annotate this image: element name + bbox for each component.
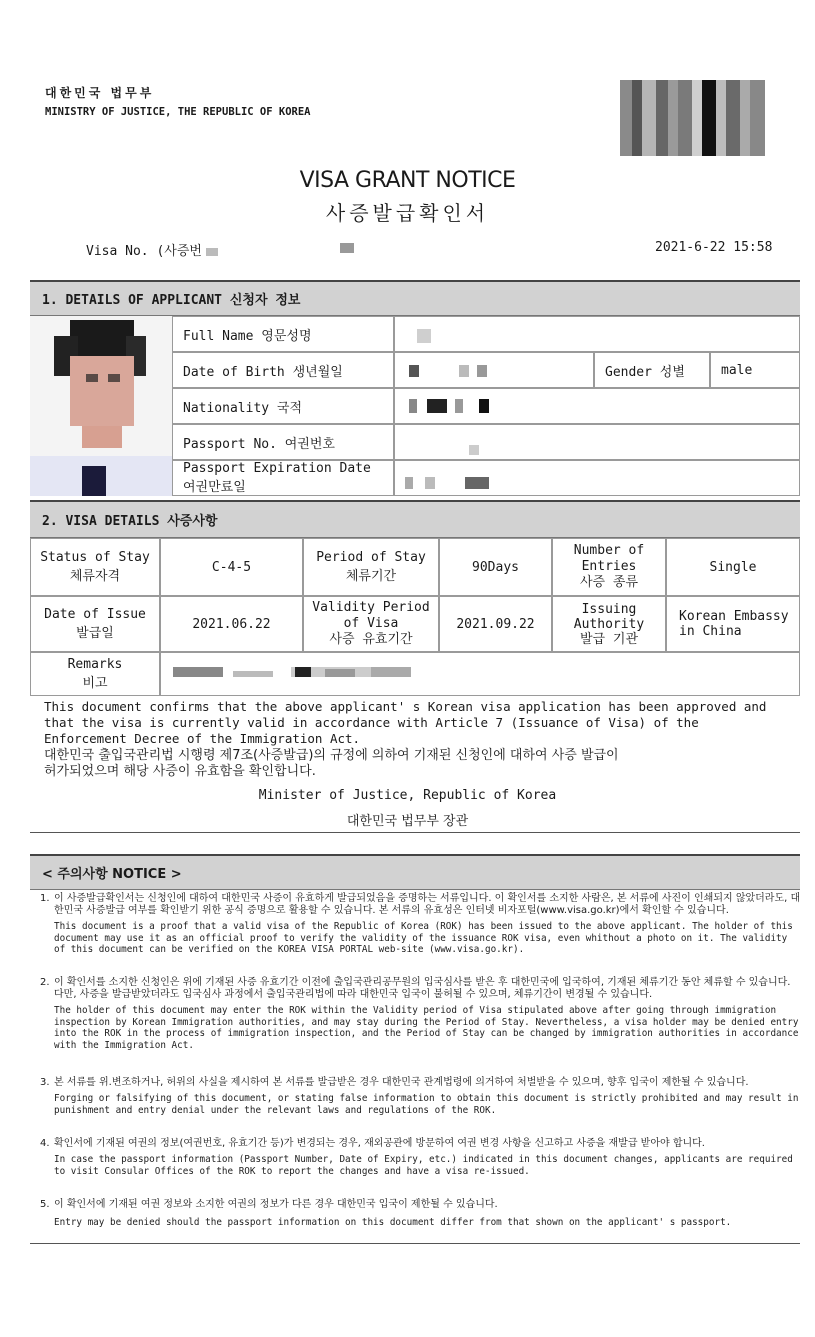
visa-section-header: 2. VISA DETAILS 사증사항 — [30, 500, 800, 538]
applicant-photo — [30, 316, 172, 496]
number-of-entries-value: Single — [666, 538, 800, 596]
number-of-entries-label-ko: 사증 종류 — [579, 575, 639, 590]
notice-item-number: 5. — [40, 1199, 50, 1210]
notice-item-korean: 이 확인서에 기재된 여권 정보와 소지한 여권의 정보가 다른 경우 대한민국 입국이 제한될 수 있습니다. — [54, 1199, 498, 1210]
signer-english: Minister of Justice, Republic of Korea — [258, 788, 557, 803]
status-of-stay-label-ko: 체류자격 — [69, 569, 121, 584]
period-of-stay-value: 90Days — [439, 538, 552, 596]
notice-item-number: 3. — [40, 1077, 50, 1088]
bottom-divider-line — [30, 1243, 800, 1244]
notice-item-3 — [40, 1077, 802, 1116]
issue-timestamp: 2021-6-22 15:58 — [655, 240, 773, 255]
validity-period-label-en2: of Visa — [343, 616, 399, 631]
notice-item-english: The holder of this document may enter the ROK within the Validity period of Visa stipulated above after going through immigration inspection by Korean Immigration authorities, and may stay during the Period of Stay. Nevertheless, a visa holder may be denied entry into the ROK in the process of immigration inspection, and the Period of Stay can be changed by immigration authorities in accordance with the Immigration Act. — [54, 1005, 799, 1051]
visa-number — [86, 240, 218, 259]
notice-section-header: < 주의사항 NOTICE > — [30, 854, 800, 890]
notice-item-1 — [40, 893, 802, 956]
redacted-visa-number — [206, 248, 218, 256]
document-title-english: VISA GRANT NOTICE — [299, 168, 516, 193]
confirmation-ko-line2: 허가되었으며 해당 사증이 유효함을 확인합니다. — [44, 764, 316, 779]
signer-korean: 대한민국 법무부 장관 — [346, 814, 469, 829]
issuing-authority-label — [552, 596, 666, 652]
full-name-value — [394, 316, 800, 352]
gender-value: male — [710, 352, 800, 388]
notice-item-english: Entry may be denied should the passport information on this document differ from that shown on the applicant' s passport. — [54, 1217, 732, 1228]
status-of-stay-value: C-4-5 — [160, 538, 303, 596]
confirmation-en-line1: This document confirms that the above applicant' s Korean visa application has been approved and — [44, 699, 767, 714]
ministry-name-english: MINISTRY OF JUSTICE, THE REPUBLIC OF KOREA — [45, 106, 311, 118]
notice-item-2 — [40, 977, 802, 1051]
notice-item-number: 4. — [40, 1138, 50, 1149]
remarks-label — [30, 652, 160, 696]
passport-expiration-value — [394, 460, 800, 496]
notice-item-number: 1. — [40, 893, 50, 904]
visa-number-label: Visa No. (사증번 — [86, 244, 202, 259]
divider-line — [30, 832, 800, 833]
notice-item-4 — [40, 1138, 802, 1177]
notice-item-korean: 본 서류를 위.변조하거나, 허위의 사실을 제시하여 본 서류를 발급받은 경우 대한민국 관계법령에 의거하여 처벌받을 수 있으며, 향후 입국이 제한될 수 있습니다. — [54, 1077, 749, 1088]
ministry-name-korean: 대한민국 법무부 — [45, 86, 155, 100]
date-of-issue-label — [30, 596, 160, 652]
passport-expiration-label-ko: 여권만료일 — [183, 480, 246, 495]
number-of-entries-label-en2: Entries — [581, 559, 637, 574]
issuing-authority-label-ko: 발급 기관 — [579, 631, 639, 647]
passport-expiration-label — [172, 460, 394, 496]
passport-number-value — [394, 424, 800, 460]
notice-item-english: In case the passport information (Passport Number, Date of Expiry, etc.) indicated in this document changes, applicants are required to visit Consular Offices of the ROK to report the changes and have a visa re-issued. — [54, 1154, 793, 1177]
remarks-label-en: Remarks — [67, 657, 123, 672]
confirmation-en-line2: that the visa is currently valid in accordance with Article 7 (Issuance of Visa) of the — [44, 715, 699, 730]
remarks-value — [160, 652, 800, 696]
number-of-entries-label — [552, 538, 666, 596]
validity-period-label-ko: 사증 유효기간 — [329, 632, 413, 647]
validity-period-label-en1: Validity Period — [312, 600, 430, 615]
number-of-entries-label-en1: Number of — [573, 543, 645, 558]
date-of-issue-label-en: Date of Issue — [44, 607, 146, 622]
nationality-label: Nationality 국적 — [172, 388, 394, 424]
issuing-authority-label-en1: Issuing — [581, 601, 637, 617]
confirmation-en-line3: Enforcement Decree of the Immigration Act. — [44, 731, 361, 746]
applicant-section-header: 1. DETAILS OF APPLICANT 신청자 정보 — [30, 280, 800, 316]
notice-item-number: 2. — [40, 977, 50, 988]
dob-label: Date of Birth 생년월일 — [172, 352, 394, 388]
confirmation-ko-line1: 대한민국 출입국관리법 시행령 제7조(사증발급)의 규정에 의하여 기재된 신청인에 대하여 사증 발급이 — [44, 748, 619, 763]
confirmation-text-korean — [44, 748, 804, 780]
date-of-issue-value: 2021.06.22 — [160, 596, 303, 652]
status-of-stay-label-en: Status of Stay — [40, 550, 150, 565]
notice-item-korean: 이 사증발급확인서는 신청인에 대하여 대한민국 사증이 유효하게 발급되었음을 증명하는 서류입니다. 이 확인서를 소지한 사람은, 본 서류에 사진이 인쇄되지 않았더라도, 대한민국 사증발급 여부를 확인받기 위한 공식 증명으로 활용할 수 있습니다. 본 서류의 유효성은 인터넷 비자포털(www.visa.go.kr)에서 확인할 수 있습니다. — [54, 893, 801, 916]
notice-item-korean: 이 확인서를 소지한 신청인은 위에 기재된 사증 유효기간 이전에 출입국관리공무원의 입국심사를 받은 후 대한민국에 입국하여, 기재된 체류기간 동안 체류할 수 있습니다. 다만, 사증을 발급받았더라도 입국심사 과정에서 출입국관리법에 따라 대한민국 입국이 불허될 수 있으며, 체류기간이 변경될 수 있습니다. — [54, 977, 791, 1000]
dob-value — [394, 352, 594, 388]
barcode-image — [620, 80, 765, 156]
period-of-stay-label-en: Period of Stay — [316, 550, 426, 565]
document-title-korean: 사증발급확인서 — [325, 201, 490, 225]
issuing-authority-label-en2: Authority — [573, 616, 645, 632]
full-name-label: Full Name 영문성명 — [172, 316, 394, 352]
status-of-stay-label — [30, 538, 160, 596]
gender-label: Gender 성별 — [594, 352, 710, 388]
validity-period-value: 2021.09.22 — [439, 596, 552, 652]
remarks-label-ko: 비고 — [82, 676, 108, 691]
period-of-stay-label — [303, 538, 439, 596]
notice-item-5 — [40, 1199, 802, 1229]
redacted-block — [340, 243, 354, 253]
notice-item-korean: 확인서에 기재된 여권의 정보(여권번호, 유효기간 등)가 변경되는 경우, 재외공관에 방문하여 여권 변경 사항을 신고하고 사증을 재발급 받아야 합니다. — [54, 1138, 705, 1149]
issuing-authority-value — [666, 596, 800, 652]
date-of-issue-label-ko: 발급일 — [76, 626, 114, 641]
notice-item-english: This document is a proof that a valid visa of the Republic of Korea (ROK) has been issued to the above applicant. The holder of this document may use it as an official proof to verify the validity of the issuance ROK visa, even whithout a photo on it. The validity of this document can be verified on the KOREA VISA PORTAL web-site (www.visa.go.kr). — [54, 921, 793, 955]
passport-number-label: Passport No. 여권번호 — [172, 424, 394, 460]
confirmation-text-english — [44, 699, 804, 747]
issuing-authority-value-line1: Korean Embassy — [679, 609, 789, 624]
issuing-authority-value-line2: in China — [679, 624, 742, 639]
validity-period-label — [303, 596, 439, 652]
passport-expiration-label-en: Passport Expiration Date — [183, 461, 371, 476]
notice-item-english: Forging or falsifying of this document, or stating false information to obtain this document is strictly prohibited and may result in punishment and entry denial under the relevant laws and regulations of the ROK. — [54, 1093, 799, 1116]
period-of-stay-label-ko: 체류기간 — [345, 569, 397, 584]
nationality-value — [394, 388, 800, 424]
